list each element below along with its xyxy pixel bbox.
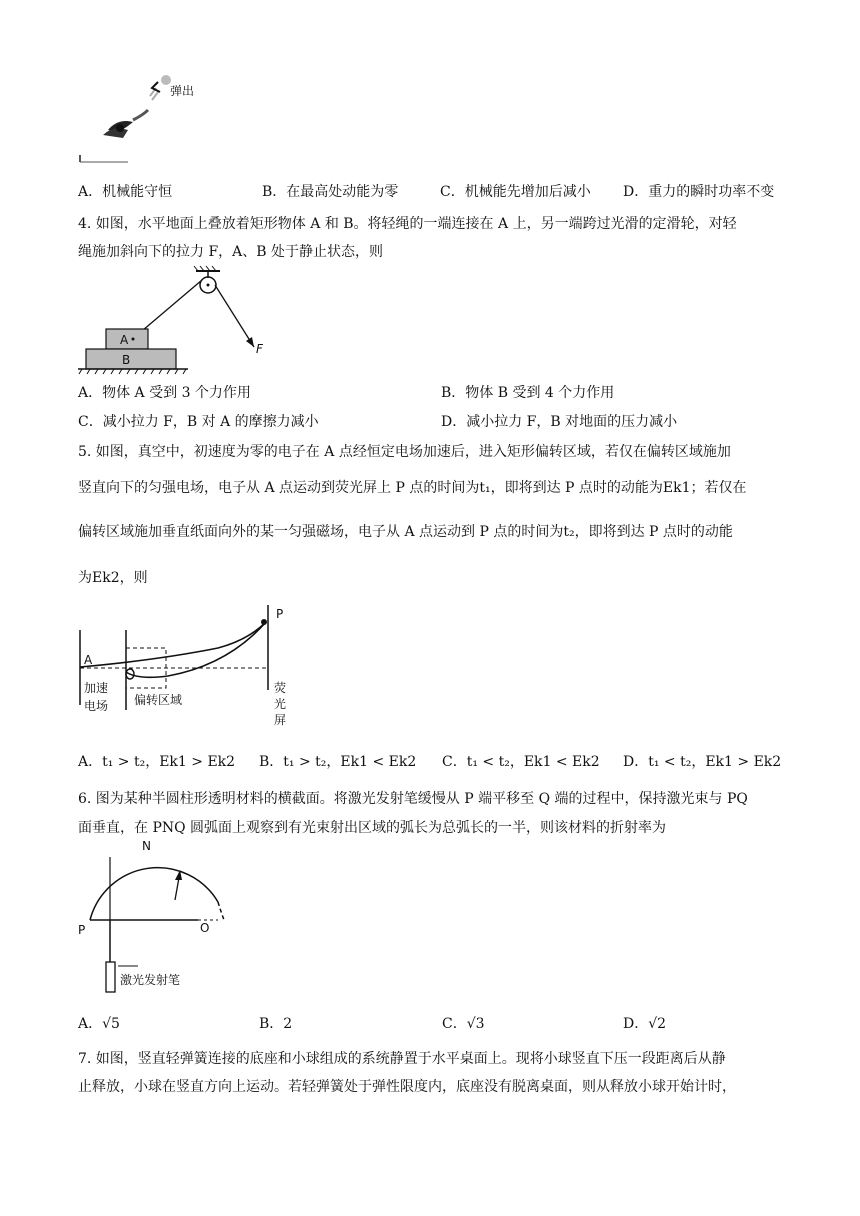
q5-stem-line4: 为Ek2，则 — [78, 570, 148, 586]
q5-screen-label-1: 荧 — [274, 681, 287, 695]
q5-accel-label-1: 加速 — [84, 681, 109, 695]
q6-stem-line1: 6. 图为某种半圆柱形透明材料的横截面。将激光发射笔缓慢从 P 端平移至 Q 端的过程中，保持激光束与 PQ — [78, 791, 748, 807]
q4-stem-line2: 绳施加斜向下的拉力 F，A、B 处于静止状态，则 — [78, 244, 384, 260]
q4-block-a-label: A — [120, 333, 129, 347]
q4-block-b-label: B — [122, 353, 131, 367]
q5-stem-line2: 竖直向下的匀强电场，电子从 A 点运动到荧光屏上 P 点的时间为t₁，即将到达 P 点时的动能为Ek1；若仅在 — [78, 480, 747, 496]
q3-option-d[interactable]: D．重力的瞬时功率不变 — [623, 184, 775, 200]
q5-option-d[interactable]: D．t₁ < t₂，Ek1 > Ek2 — [623, 754, 782, 770]
q6-stem-line2: 面垂直，在 PNQ 圆弧面上观察到有光束射出区域的弧长为总弧长的一半，则该材料的折射率为 — [78, 820, 667, 836]
q6-pen-label: 激光发射笔 — [120, 973, 181, 987]
q5-stem-line3: 偏转区域施加垂直纸面向外的某一匀强磁场，电子从 A 点运动到 P 点的时间为t₂，即将到达 P 点时的动能 — [78, 524, 733, 540]
q6-point-p-label: P — [78, 923, 86, 937]
q5-figure — [78, 600, 298, 740]
q5-screen-label-3: 屏 — [274, 713, 287, 727]
q4-option-d[interactable]: D．减小拉力 F，B 对地面的压力减小 — [441, 414, 678, 430]
q4-option-b[interactable]: B．物体 B 受到 4 个力作用 — [441, 385, 615, 401]
q5-option-a[interactable]: A．t₁ > t₂，Ek1 > Ek2 — [78, 754, 236, 770]
q6-option-d[interactable]: D．√2 — [623, 1016, 667, 1032]
q6-figure — [78, 839, 228, 1002]
q4-force-label: F — [256, 342, 263, 356]
q3-option-b[interactable]: B．在最高处动能为零 — [262, 184, 399, 200]
q3-option-c[interactable]: C．机械能先增加后减小 — [440, 184, 591, 200]
q4-option-a[interactable]: A．物体 A 受到 3 个力作用 — [78, 385, 251, 401]
q6-option-a[interactable]: A．√5 — [78, 1016, 120, 1032]
q7-stem-line1: 7. 如图，竖直轻弹簧连接的底座和小球组成的系统静置于水平桌面上。现将小球竖直下压一段距离后从静 — [78, 1051, 726, 1067]
q3-option-a[interactable]: A．机械能守恒 — [78, 184, 173, 200]
q6-option-b[interactable]: B．2 — [259, 1016, 293, 1032]
q5-option-b[interactable]: B．t₁ > t₂，Ek1 < Ek2 — [259, 754, 417, 770]
q5-accel-label-2: 电场 — [84, 699, 109, 713]
q6-point-n-label: N — [142, 839, 151, 853]
q5-stem-line1: 5. 如图，真空中，初速度为零的电子在 A 点经恒定电场加速后，进入矩形偏转区域，若仅在偏转区域施加 — [78, 444, 731, 460]
q5-point-a-label: A — [84, 653, 93, 667]
q3-eject-label: 弹出 — [170, 84, 195, 98]
q5-point-p-label: P — [276, 607, 284, 621]
q3-figure — [78, 70, 208, 170]
q4-figure — [78, 265, 288, 375]
q6-option-c[interactable]: C．√3 — [442, 1016, 485, 1032]
q4-stem-line1: 4. 如图，水平地面上叠放着矩形物体 A 和 B。将轻绳的一端连接在 A 上，另一端跨过光滑的定滑轮，对轻 — [78, 216, 737, 232]
q6-point-o-label: O — [200, 921, 210, 935]
q5-deflect-label: 偏转区域 — [134, 693, 183, 707]
q4-option-c[interactable]: C．减小拉力 F，B 对 A 的摩擦力减小 — [78, 414, 319, 430]
q5-screen-label-2: 光 — [274, 697, 287, 711]
q5-option-c[interactable]: C．t₁ < t₂，Ek1 < Ek2 — [442, 754, 600, 770]
q7-stem-line2: 止释放，小球在竖直方向上运动。若轻弹簧处于弹性限度内，底座没有脱离桌面，则从释放小球开始计时， — [78, 1079, 736, 1095]
